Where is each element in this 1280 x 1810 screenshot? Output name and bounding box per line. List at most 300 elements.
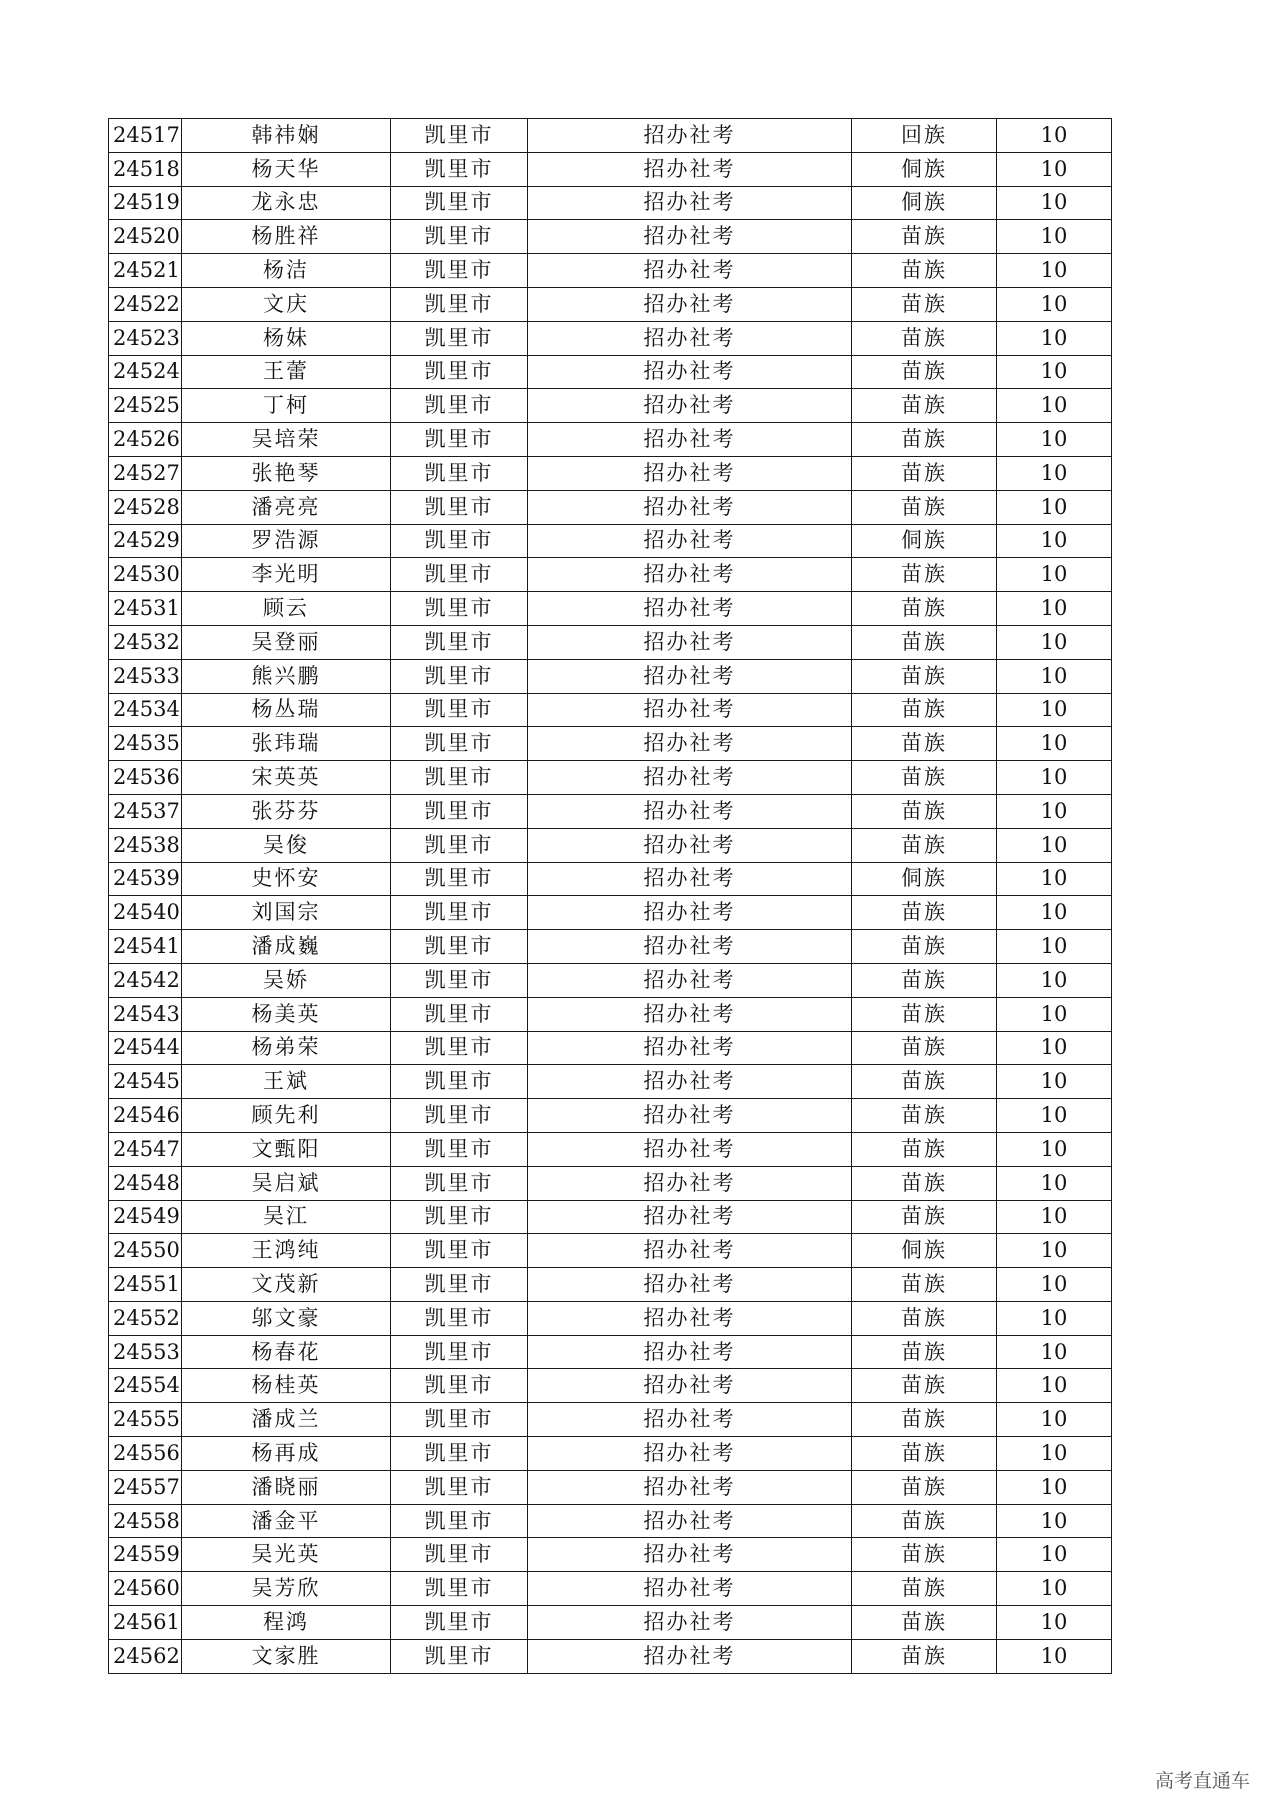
table-row	[109, 524, 1112, 558]
cell-points: 10	[997, 625, 1112, 659]
cell-points: 10	[997, 1538, 1112, 1572]
cell-city: 凯里市	[391, 287, 528, 321]
cell-name: 杨美英	[182, 997, 391, 1031]
cell-name: 顾先利	[182, 1099, 391, 1133]
cell-name: 王蕾	[182, 355, 391, 389]
cell-city: 凯里市	[391, 761, 528, 795]
table-row	[109, 1031, 1112, 1065]
cell-points: 10	[997, 1639, 1112, 1673]
cell-ethnicity: 侗族	[852, 152, 997, 186]
cell-name: 李光明	[182, 558, 391, 592]
roster-table	[108, 118, 1112, 1674]
cell-points: 10	[997, 1504, 1112, 1538]
table-row	[109, 423, 1112, 457]
cell-city: 凯里市	[391, 1369, 528, 1403]
cell-name: 潘亮亮	[182, 490, 391, 524]
cell-points: 10	[997, 1572, 1112, 1606]
table-row	[109, 1470, 1112, 1504]
cell-category: 招办社考	[528, 1301, 852, 1335]
cell-category: 招办社考	[528, 524, 852, 558]
cell-category: 招办社考	[528, 456, 852, 490]
cell-name: 罗浩源	[182, 524, 391, 558]
cell-id: 24542	[109, 963, 182, 997]
table-row	[109, 930, 1112, 964]
cell-id: 24560	[109, 1572, 182, 1606]
cell-ethnicity: 侗族	[852, 1234, 997, 1268]
table-row	[109, 862, 1112, 896]
cell-city: 凯里市	[391, 524, 528, 558]
cell-city: 凯里市	[391, 727, 528, 761]
cell-city: 凯里市	[391, 1200, 528, 1234]
cell-id: 24548	[109, 1166, 182, 1200]
table-row	[109, 727, 1112, 761]
cell-points: 10	[997, 1234, 1112, 1268]
table-row	[109, 254, 1112, 288]
cell-id: 24544	[109, 1031, 182, 1065]
cell-id: 24553	[109, 1335, 182, 1369]
cell-city: 凯里市	[391, 625, 528, 659]
cell-category: 招办社考	[528, 558, 852, 592]
cell-ethnicity: 苗族	[852, 997, 997, 1031]
cell-id: 24527	[109, 456, 182, 490]
cell-ethnicity: 苗族	[852, 1132, 997, 1166]
cell-name: 杨妹	[182, 321, 391, 355]
cell-category: 招办社考	[528, 625, 852, 659]
cell-id: 24525	[109, 389, 182, 423]
cell-category: 招办社考	[528, 592, 852, 626]
cell-category: 招办社考	[528, 287, 852, 321]
cell-name: 邬文豪	[182, 1301, 391, 1335]
table-row	[109, 558, 1112, 592]
cell-city: 凯里市	[391, 963, 528, 997]
cell-category: 招办社考	[528, 1606, 852, 1640]
cell-name: 龙永忠	[182, 186, 391, 220]
cell-city: 凯里市	[391, 321, 528, 355]
cell-name: 吴江	[182, 1200, 391, 1234]
table-row	[109, 287, 1112, 321]
cell-id: 24556	[109, 1437, 182, 1471]
cell-ethnicity: 苗族	[852, 1099, 997, 1133]
cell-ethnicity: 苗族	[852, 896, 997, 930]
cell-city: 凯里市	[391, 1301, 528, 1335]
cell-id: 24551	[109, 1268, 182, 1302]
cell-name: 韩祎娴	[182, 119, 391, 153]
cell-points: 10	[997, 761, 1112, 795]
cell-points: 10	[997, 389, 1112, 423]
cell-id: 24524	[109, 355, 182, 389]
cell-ethnicity: 苗族	[852, 1437, 997, 1471]
table-row	[109, 1639, 1112, 1673]
cell-city: 凯里市	[391, 1099, 528, 1133]
cell-id: 24561	[109, 1606, 182, 1640]
cell-name: 杨再成	[182, 1437, 391, 1471]
cell-points: 10	[997, 727, 1112, 761]
cell-category: 招办社考	[528, 152, 852, 186]
cell-name: 杨弟荣	[182, 1031, 391, 1065]
cell-city: 凯里市	[391, 1572, 528, 1606]
cell-ethnicity: 侗族	[852, 524, 997, 558]
cell-name: 宋英英	[182, 761, 391, 795]
cell-city: 凯里市	[391, 1268, 528, 1302]
cell-name: 文庆	[182, 287, 391, 321]
cell-points: 10	[997, 1099, 1112, 1133]
cell-category: 招办社考	[528, 1234, 852, 1268]
table-row	[109, 220, 1112, 254]
cell-ethnicity: 苗族	[852, 254, 997, 288]
cell-city: 凯里市	[391, 1504, 528, 1538]
cell-id: 24529	[109, 524, 182, 558]
cell-points: 10	[997, 524, 1112, 558]
cell-city: 凯里市	[391, 423, 528, 457]
cell-name: 杨丛瑞	[182, 693, 391, 727]
cell-category: 招办社考	[528, 1437, 852, 1471]
cell-points: 10	[997, 997, 1112, 1031]
table-row	[109, 1166, 1112, 1200]
cell-points: 10	[997, 1268, 1112, 1302]
table-row	[109, 1234, 1112, 1268]
cell-points: 10	[997, 1031, 1112, 1065]
cell-category: 招办社考	[528, 1166, 852, 1200]
cell-id: 24538	[109, 828, 182, 862]
cell-points: 10	[997, 930, 1112, 964]
cell-id: 24526	[109, 423, 182, 457]
cell-city: 凯里市	[391, 1335, 528, 1369]
cell-points: 10	[997, 592, 1112, 626]
cell-category: 招办社考	[528, 1200, 852, 1234]
cell-category: 招办社考	[528, 862, 852, 896]
cell-id: 24533	[109, 659, 182, 693]
cell-name: 吴芳欣	[182, 1572, 391, 1606]
cell-city: 凯里市	[391, 220, 528, 254]
table-row	[109, 186, 1112, 220]
cell-city: 凯里市	[391, 490, 528, 524]
cell-id: 24531	[109, 592, 182, 626]
table-row	[109, 1065, 1112, 1099]
cell-points: 10	[997, 1403, 1112, 1437]
cell-id: 24518	[109, 152, 182, 186]
cell-id: 24562	[109, 1639, 182, 1673]
cell-ethnicity: 苗族	[852, 558, 997, 592]
cell-id: 24550	[109, 1234, 182, 1268]
cell-id: 24534	[109, 693, 182, 727]
cell-name: 潘成兰	[182, 1403, 391, 1437]
cell-name: 文茂新	[182, 1268, 391, 1302]
cell-id: 24532	[109, 625, 182, 659]
cell-city: 凯里市	[391, 389, 528, 423]
cell-ethnicity: 苗族	[852, 761, 997, 795]
cell-ethnicity: 苗族	[852, 1470, 997, 1504]
table-row	[109, 592, 1112, 626]
cell-ethnicity: 苗族	[852, 456, 997, 490]
cell-ethnicity: 苗族	[852, 1606, 997, 1640]
cell-category: 招办社考	[528, 186, 852, 220]
cell-id: 24521	[109, 254, 182, 288]
cell-ethnicity: 苗族	[852, 287, 997, 321]
table-row	[109, 828, 1112, 862]
cell-name: 王鸿纯	[182, 1234, 391, 1268]
cell-city: 凯里市	[391, 1403, 528, 1437]
cell-category: 招办社考	[528, 1639, 852, 1673]
table-row	[109, 997, 1112, 1031]
cell-ethnicity: 苗族	[852, 659, 997, 693]
cell-city: 凯里市	[391, 119, 528, 153]
cell-city: 凯里市	[391, 1639, 528, 1673]
cell-points: 10	[997, 896, 1112, 930]
table-row	[109, 456, 1112, 490]
cell-category: 招办社考	[528, 659, 852, 693]
cell-ethnicity: 苗族	[852, 1268, 997, 1302]
cell-ethnicity: 苗族	[852, 1166, 997, 1200]
table-row	[109, 625, 1112, 659]
cell-id: 24535	[109, 727, 182, 761]
cell-category: 招办社考	[528, 1335, 852, 1369]
watermark-text: 高考直通车	[1154, 1770, 1250, 1792]
table-row	[109, 659, 1112, 693]
table-row	[109, 1437, 1112, 1471]
cell-city: 凯里市	[391, 1234, 528, 1268]
cell-name: 程鸿	[182, 1606, 391, 1640]
cell-name: 史怀安	[182, 862, 391, 896]
cell-id: 24520	[109, 220, 182, 254]
cell-ethnicity: 苗族	[852, 321, 997, 355]
cell-category: 招办社考	[528, 1403, 852, 1437]
cell-ethnicity: 苗族	[852, 1639, 997, 1673]
cell-name: 吴光英	[182, 1538, 391, 1572]
cell-points: 10	[997, 254, 1112, 288]
cell-category: 招办社考	[528, 761, 852, 795]
cell-id: 24519	[109, 186, 182, 220]
cell-ethnicity: 苗族	[852, 1403, 997, 1437]
cell-city: 凯里市	[391, 456, 528, 490]
cell-category: 招办社考	[528, 1031, 852, 1065]
cell-city: 凯里市	[391, 1437, 528, 1471]
cell-points: 10	[997, 862, 1112, 896]
cell-points: 10	[997, 1065, 1112, 1099]
cell-points: 10	[997, 794, 1112, 828]
roster-table-body	[109, 119, 1112, 1674]
cell-id: 24557	[109, 1470, 182, 1504]
cell-city: 凯里市	[391, 828, 528, 862]
cell-city: 凯里市	[391, 862, 528, 896]
table-row	[109, 1538, 1112, 1572]
table-row	[109, 1606, 1112, 1640]
cell-points: 10	[997, 828, 1112, 862]
cell-id: 24541	[109, 930, 182, 964]
cell-points: 10	[997, 1437, 1112, 1471]
table-row	[109, 693, 1112, 727]
cell-category: 招办社考	[528, 963, 852, 997]
cell-category: 招办社考	[528, 828, 852, 862]
cell-city: 凯里市	[391, 186, 528, 220]
cell-ethnicity: 苗族	[852, 727, 997, 761]
cell-name: 张艳琴	[182, 456, 391, 490]
cell-name: 杨洁	[182, 254, 391, 288]
cell-id: 24530	[109, 558, 182, 592]
cell-category: 招办社考	[528, 1504, 852, 1538]
cell-id: 24558	[109, 1504, 182, 1538]
cell-ethnicity: 苗族	[852, 1504, 997, 1538]
cell-points: 10	[997, 1335, 1112, 1369]
cell-ethnicity: 苗族	[852, 220, 997, 254]
cell-ethnicity: 苗族	[852, 1538, 997, 1572]
table-row	[109, 896, 1112, 930]
cell-name: 潘晓丽	[182, 1470, 391, 1504]
table-row	[109, 1200, 1112, 1234]
cell-id: 24546	[109, 1099, 182, 1133]
cell-id: 24539	[109, 862, 182, 896]
cell-city: 凯里市	[391, 1031, 528, 1065]
cell-ethnicity: 回族	[852, 119, 997, 153]
cell-name: 张芬芬	[182, 794, 391, 828]
cell-category: 招办社考	[528, 1268, 852, 1302]
cell-name: 吴登丽	[182, 625, 391, 659]
cell-name: 杨春花	[182, 1335, 391, 1369]
cell-points: 10	[997, 1200, 1112, 1234]
table-row	[109, 1369, 1112, 1403]
cell-id: 24547	[109, 1132, 182, 1166]
cell-category: 招办社考	[528, 896, 852, 930]
cell-ethnicity: 苗族	[852, 1031, 997, 1065]
cell-ethnicity: 苗族	[852, 389, 997, 423]
table-row	[109, 490, 1112, 524]
cell-city: 凯里市	[391, 1166, 528, 1200]
cell-id: 24554	[109, 1369, 182, 1403]
cell-ethnicity: 苗族	[852, 625, 997, 659]
cell-ethnicity: 苗族	[852, 1301, 997, 1335]
cell-city: 凯里市	[391, 930, 528, 964]
cell-city: 凯里市	[391, 355, 528, 389]
cell-ethnicity: 苗族	[852, 355, 997, 389]
cell-category: 招办社考	[528, 693, 852, 727]
cell-city: 凯里市	[391, 659, 528, 693]
cell-category: 招办社考	[528, 490, 852, 524]
cell-name: 刘国宗	[182, 896, 391, 930]
cell-ethnicity: 苗族	[852, 693, 997, 727]
cell-points: 10	[997, 287, 1112, 321]
cell-points: 10	[997, 423, 1112, 457]
cell-name: 吴娇	[182, 963, 391, 997]
cell-id: 24528	[109, 490, 182, 524]
cell-category: 招办社考	[528, 389, 852, 423]
table-row	[109, 1268, 1112, 1302]
cell-points: 10	[997, 456, 1112, 490]
cell-points: 10	[997, 1132, 1112, 1166]
cell-ethnicity: 苗族	[852, 490, 997, 524]
cell-ethnicity: 苗族	[852, 592, 997, 626]
cell-city: 凯里市	[391, 592, 528, 626]
cell-ethnicity: 苗族	[852, 963, 997, 997]
cell-name: 杨桂英	[182, 1369, 391, 1403]
cell-category: 招办社考	[528, 1065, 852, 1099]
table-row	[109, 1504, 1112, 1538]
table-row	[109, 119, 1112, 153]
table-row	[109, 761, 1112, 795]
cell-category: 招办社考	[528, 1132, 852, 1166]
cell-category: 招办社考	[528, 119, 852, 153]
cell-points: 10	[997, 119, 1112, 153]
cell-city: 凯里市	[391, 1606, 528, 1640]
cell-category: 招办社考	[528, 1470, 852, 1504]
cell-ethnicity: 苗族	[852, 794, 997, 828]
cell-name: 顾云	[182, 592, 391, 626]
cell-name: 杨天华	[182, 152, 391, 186]
cell-name: 吴启斌	[182, 1166, 391, 1200]
cell-name: 潘成巍	[182, 930, 391, 964]
cell-id: 24555	[109, 1403, 182, 1437]
cell-city: 凯里市	[391, 558, 528, 592]
cell-category: 招办社考	[528, 423, 852, 457]
cell-ethnicity: 苗族	[852, 930, 997, 964]
cell-id: 24549	[109, 1200, 182, 1234]
cell-ethnicity: 苗族	[852, 423, 997, 457]
cell-id: 24522	[109, 287, 182, 321]
cell-points: 10	[997, 152, 1112, 186]
cell-category: 招办社考	[528, 930, 852, 964]
cell-city: 凯里市	[391, 1065, 528, 1099]
cell-name: 潘金平	[182, 1504, 391, 1538]
cell-name: 杨胜祥	[182, 220, 391, 254]
cell-points: 10	[997, 1606, 1112, 1640]
cell-city: 凯里市	[391, 1470, 528, 1504]
cell-city: 凯里市	[391, 997, 528, 1031]
cell-points: 10	[997, 1166, 1112, 1200]
table-row	[109, 1403, 1112, 1437]
cell-category: 招办社考	[528, 355, 852, 389]
cell-name: 王斌	[182, 1065, 391, 1099]
cell-name: 吴俊	[182, 828, 391, 862]
cell-city: 凯里市	[391, 794, 528, 828]
table-row	[109, 963, 1112, 997]
table-row	[109, 1132, 1112, 1166]
cell-city: 凯里市	[391, 693, 528, 727]
cell-ethnicity: 侗族	[852, 186, 997, 220]
cell-name: 张玮瑞	[182, 727, 391, 761]
cell-city: 凯里市	[391, 152, 528, 186]
cell-points: 10	[997, 1301, 1112, 1335]
cell-ethnicity: 苗族	[852, 1065, 997, 1099]
cell-id: 24559	[109, 1538, 182, 1572]
cell-ethnicity: 苗族	[852, 1572, 997, 1606]
cell-id: 24543	[109, 997, 182, 1031]
cell-category: 招办社考	[528, 794, 852, 828]
cell-points: 10	[997, 963, 1112, 997]
cell-city: 凯里市	[391, 254, 528, 288]
cell-id: 24517	[109, 119, 182, 153]
cell-category: 招办社考	[528, 1099, 852, 1133]
cell-points: 10	[997, 186, 1112, 220]
cell-city: 凯里市	[391, 1132, 528, 1166]
cell-category: 招办社考	[528, 727, 852, 761]
cell-points: 10	[997, 558, 1112, 592]
cell-ethnicity: 苗族	[852, 1335, 997, 1369]
cell-id: 24552	[109, 1301, 182, 1335]
cell-name: 文家胜	[182, 1639, 391, 1673]
cell-id: 24523	[109, 321, 182, 355]
cell-ethnicity: 苗族	[852, 828, 997, 862]
cell-points: 10	[997, 659, 1112, 693]
cell-category: 招办社考	[528, 254, 852, 288]
cell-id: 24545	[109, 1065, 182, 1099]
table-row	[109, 1335, 1112, 1369]
table-row	[109, 794, 1112, 828]
cell-points: 10	[997, 321, 1112, 355]
table-row	[109, 389, 1112, 423]
cell-points: 10	[997, 1369, 1112, 1403]
cell-category: 招办社考	[528, 321, 852, 355]
cell-city: 凯里市	[391, 1538, 528, 1572]
cell-category: 招办社考	[528, 1538, 852, 1572]
cell-id: 24536	[109, 761, 182, 795]
